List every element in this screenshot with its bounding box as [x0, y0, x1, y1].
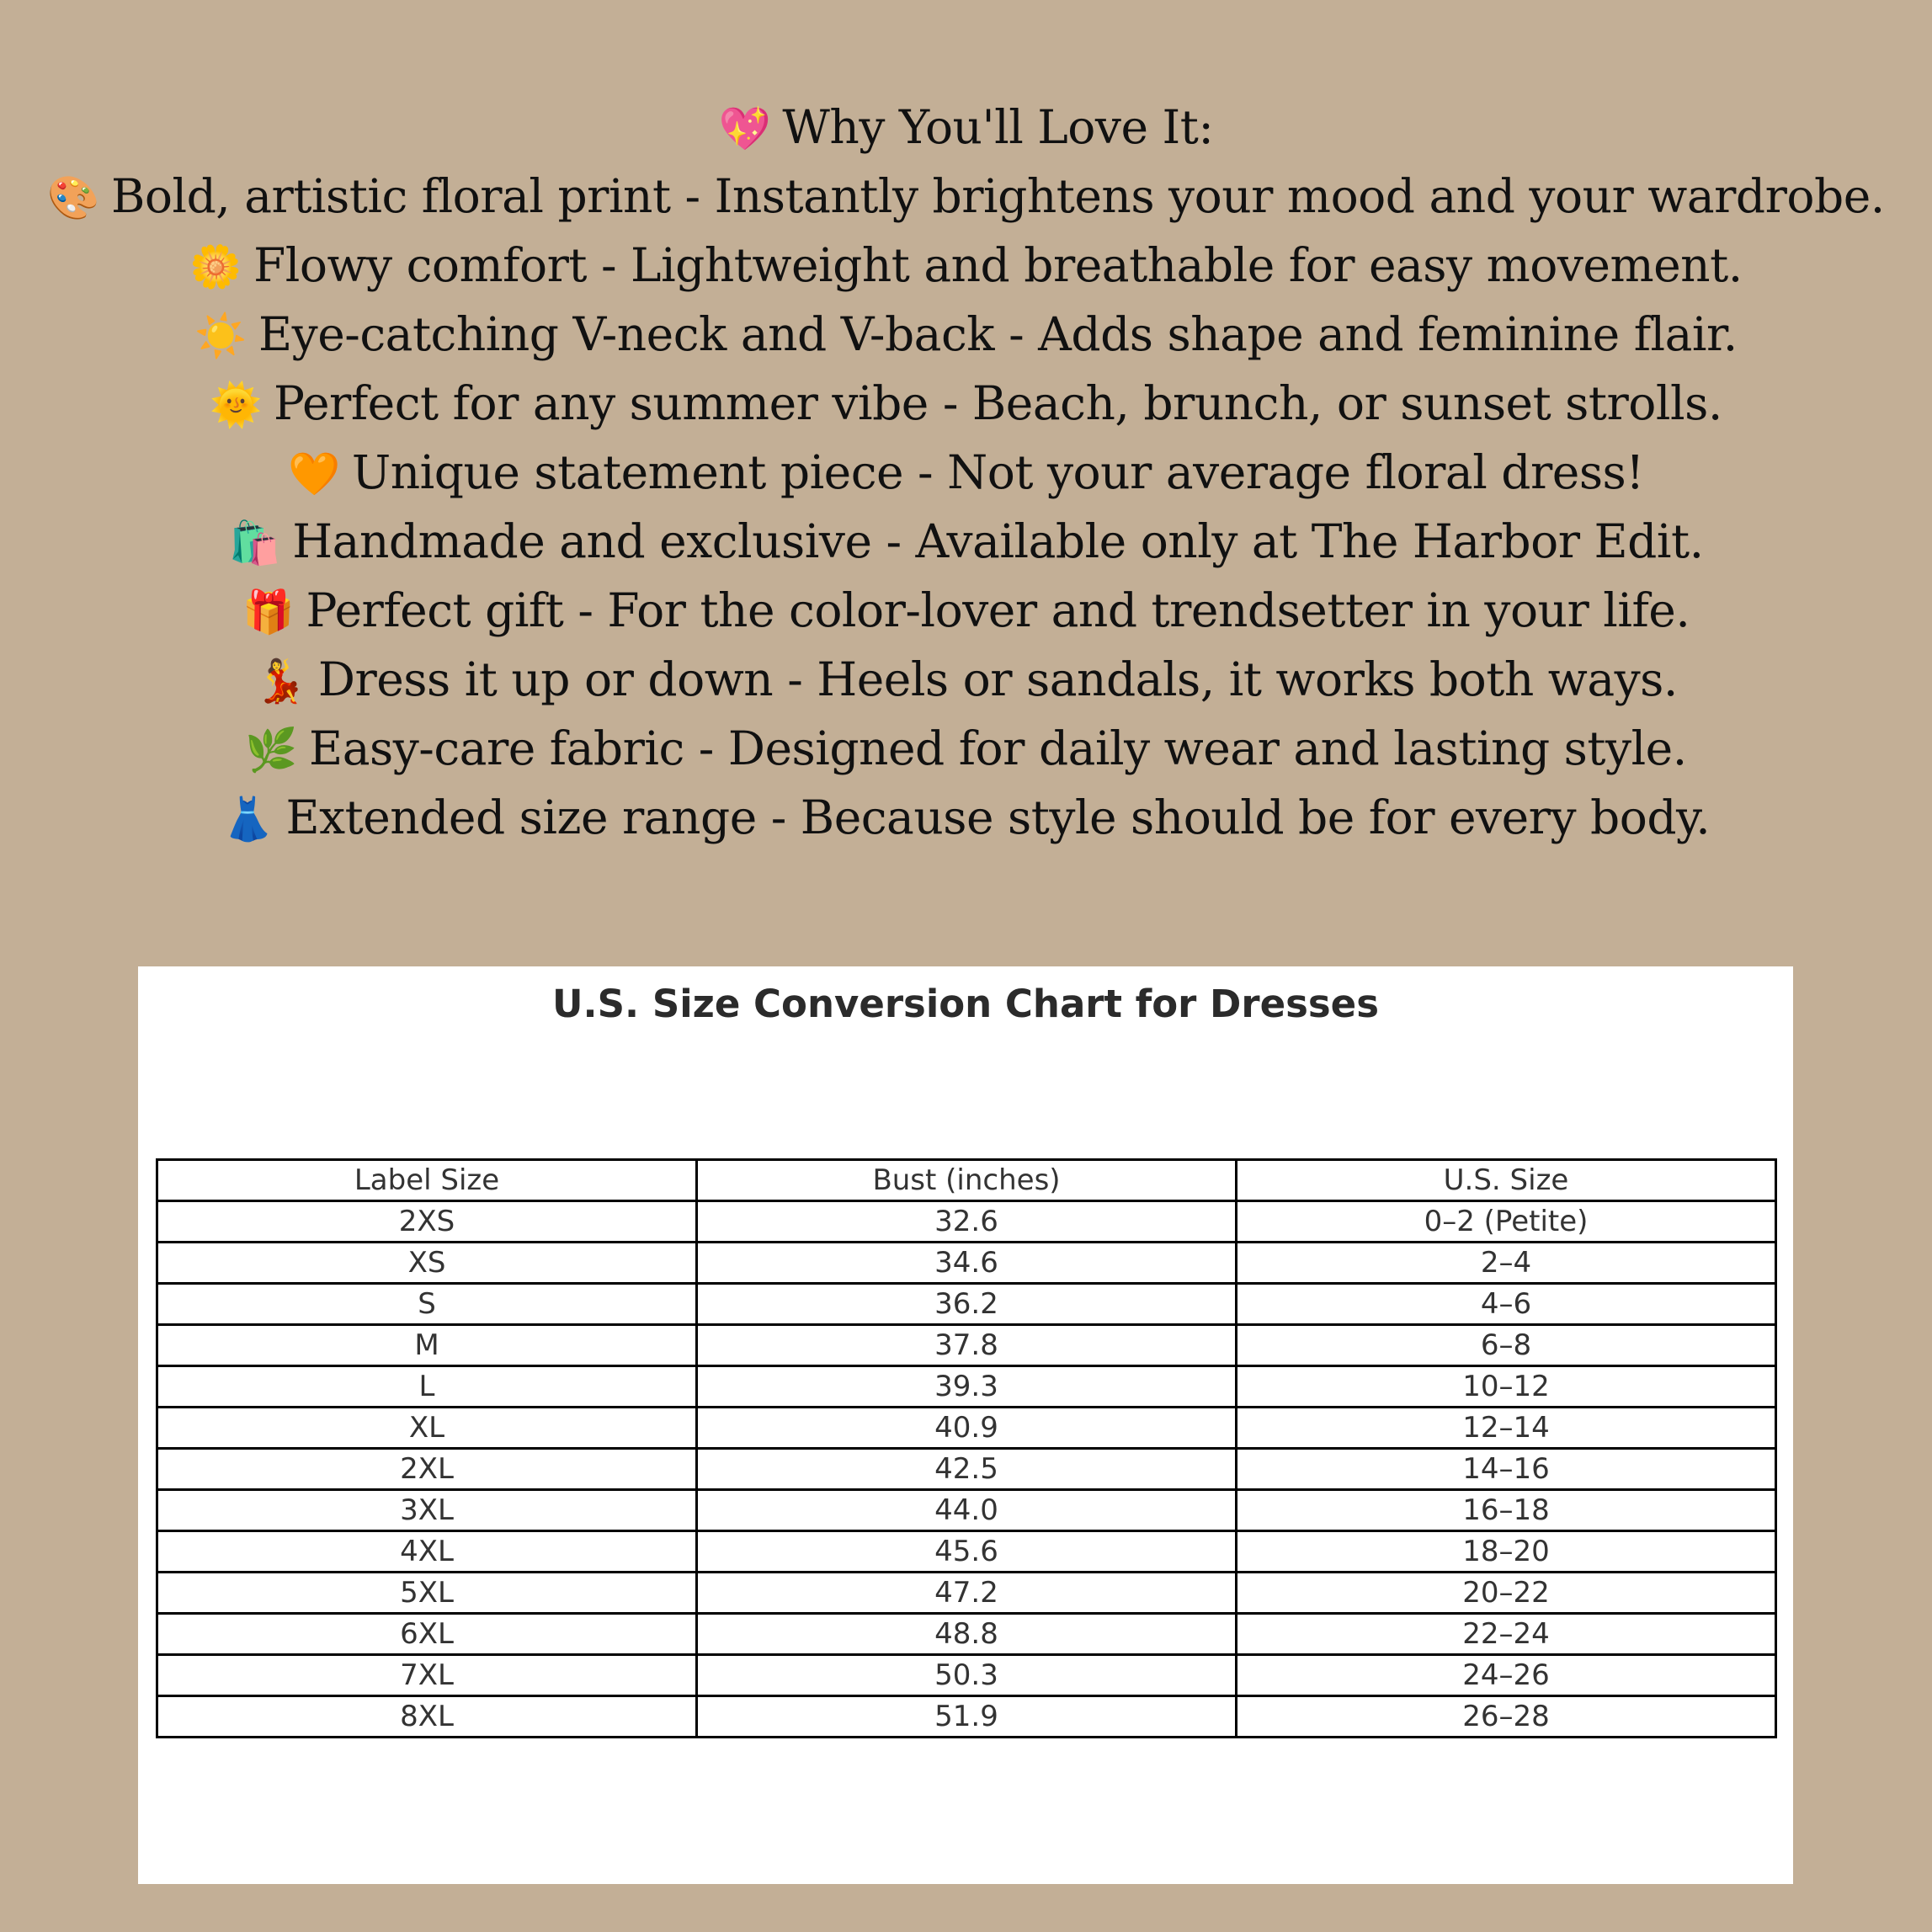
us-size-cell: 22–24 — [1237, 1614, 1776, 1655]
features-section — [0, 93, 1932, 852]
bust-cell: 32.6 — [697, 1201, 1237, 1243]
label-size-cell: XL — [157, 1408, 697, 1449]
dress-icon: 👗 — [221, 795, 274, 844]
bust-cell: 42.5 — [697, 1449, 1237, 1490]
column-header-label-size: Label Size — [157, 1160, 697, 1201]
orange-heart-icon: 🧡 — [288, 450, 340, 498]
herb-icon: 🌿 — [245, 726, 298, 774]
table-row — [157, 1408, 1776, 1449]
label-size-cell: M — [157, 1325, 697, 1366]
us-size-cell: 4–6 — [1237, 1284, 1776, 1325]
us-size-cell: 14–16 — [1237, 1449, 1776, 1490]
bust-cell: 37.8 — [697, 1325, 1237, 1366]
feature-item — [0, 576, 1932, 645]
bust-cell: 47.2 — [697, 1573, 1237, 1614]
feature-item — [0, 300, 1932, 369]
feature-text: Bold, artistic floral print - Instantly brightens your mood and your wardrobe. — [110, 169, 1885, 223]
sun-with-face-icon: 🌞 — [210, 381, 262, 429]
feature-text: Dress it up or down - Heels or sandals, it works both ways. — [317, 652, 1678, 706]
table-row — [157, 1366, 1776, 1408]
label-size-cell: 4XL — [157, 1531, 697, 1573]
us-size-cell: 26–28 — [1237, 1696, 1776, 1738]
table-row — [157, 1325, 1776, 1366]
feature-text: Flowy comfort - Lightweight and breathable for easy movement. — [253, 238, 1743, 292]
bust-cell: 51.9 — [697, 1696, 1237, 1738]
feature-item — [0, 438, 1932, 507]
table-row — [157, 1614, 1776, 1655]
feature-text: Eye-catching V-neck and V-back - Adds shape and feminine flair. — [258, 307, 1738, 361]
feature-text: Unique statement piece - Not your average floral dress! — [351, 445, 1644, 499]
label-size-cell: S — [157, 1284, 697, 1325]
sparkling-heart-icon: 💖 — [718, 104, 771, 153]
label-size-cell: XS — [157, 1243, 697, 1284]
label-size-cell: 8XL — [157, 1696, 697, 1738]
us-size-cell: 24–26 — [1237, 1655, 1776, 1696]
us-size-cell: 18–20 — [1237, 1531, 1776, 1573]
us-size-cell: 0–2 (Petite) — [1237, 1201, 1776, 1243]
features-heading — [0, 93, 1932, 162]
bust-cell: 36.2 — [697, 1284, 1237, 1325]
table-row — [157, 1201, 1776, 1243]
table-row — [157, 1243, 1776, 1284]
us-size-cell: 2–4 — [1237, 1243, 1776, 1284]
column-header-us-size: U.S. Size — [1237, 1160, 1776, 1201]
table-row — [157, 1449, 1776, 1490]
table-row — [157, 1531, 1776, 1573]
table-row — [157, 1490, 1776, 1531]
us-size-cell: 20–22 — [1237, 1573, 1776, 1614]
feature-text: Easy-care fabric - Designed for daily wear and lasting style. — [309, 721, 1687, 775]
feature-text: Handmade and exclusive - Available only at The Harbor Edit. — [292, 514, 1704, 568]
artist-palette-icon: 🎨 — [47, 173, 99, 222]
label-size-cell: 3XL — [157, 1490, 697, 1531]
bust-cell: 50.3 — [697, 1655, 1237, 1696]
blossom-icon: 🌼 — [189, 242, 242, 291]
size-chart-card — [138, 966, 1793, 1884]
label-size-cell: L — [157, 1366, 697, 1408]
table-row — [157, 1655, 1776, 1696]
feature-item — [0, 369, 1932, 438]
size-table — [156, 1158, 1777, 1738]
table-row — [157, 1573, 1776, 1614]
table-row — [157, 1284, 1776, 1325]
label-size-cell: 6XL — [157, 1614, 697, 1655]
feature-item — [0, 507, 1932, 576]
feature-text: Perfect gift - For the color-lover and trendsetter in your life. — [306, 583, 1690, 637]
bust-cell: 48.8 — [697, 1614, 1237, 1655]
label-size-cell: 7XL — [157, 1655, 697, 1696]
table-header-row — [157, 1160, 1776, 1201]
label-size-cell: 2XL — [157, 1449, 697, 1490]
us-size-cell: 12–14 — [1237, 1408, 1776, 1449]
dancer-icon: 💃 — [254, 657, 306, 705]
feature-text: Extended size range - Because style should be for every body. — [285, 790, 1711, 844]
us-size-cell: 16–18 — [1237, 1490, 1776, 1531]
feature-item — [0, 162, 1932, 231]
size-chart-title: U.S. Size Conversion Chart for Dresses — [552, 982, 1379, 1026]
features-heading-text: Why You'll Love It: — [782, 100, 1214, 154]
bust-cell: 39.3 — [697, 1366, 1237, 1408]
bust-cell: 45.6 — [697, 1531, 1237, 1573]
gift-icon: 🎁 — [242, 588, 295, 636]
label-size-cell: 5XL — [157, 1573, 697, 1614]
table-row — [157, 1696, 1776, 1738]
sun-icon: ☀️ — [194, 311, 247, 360]
feature-item — [0, 231, 1932, 300]
bust-cell: 40.9 — [697, 1408, 1237, 1449]
shopping-bags-icon: 🛍️ — [228, 519, 281, 567]
bust-cell: 44.0 — [697, 1490, 1237, 1531]
feature-item — [0, 645, 1932, 714]
feature-text: Perfect for any summer vibe - Beach, brunch, or sunset strolls. — [273, 376, 1722, 430]
us-size-cell: 10–12 — [1237, 1366, 1776, 1408]
column-header-bust: Bust (inches) — [697, 1160, 1237, 1201]
us-size-cell: 6–8 — [1237, 1325, 1776, 1366]
label-size-cell: 2XS — [157, 1201, 697, 1243]
feature-item — [0, 783, 1932, 852]
bust-cell: 34.6 — [697, 1243, 1237, 1284]
feature-item — [0, 714, 1932, 783]
